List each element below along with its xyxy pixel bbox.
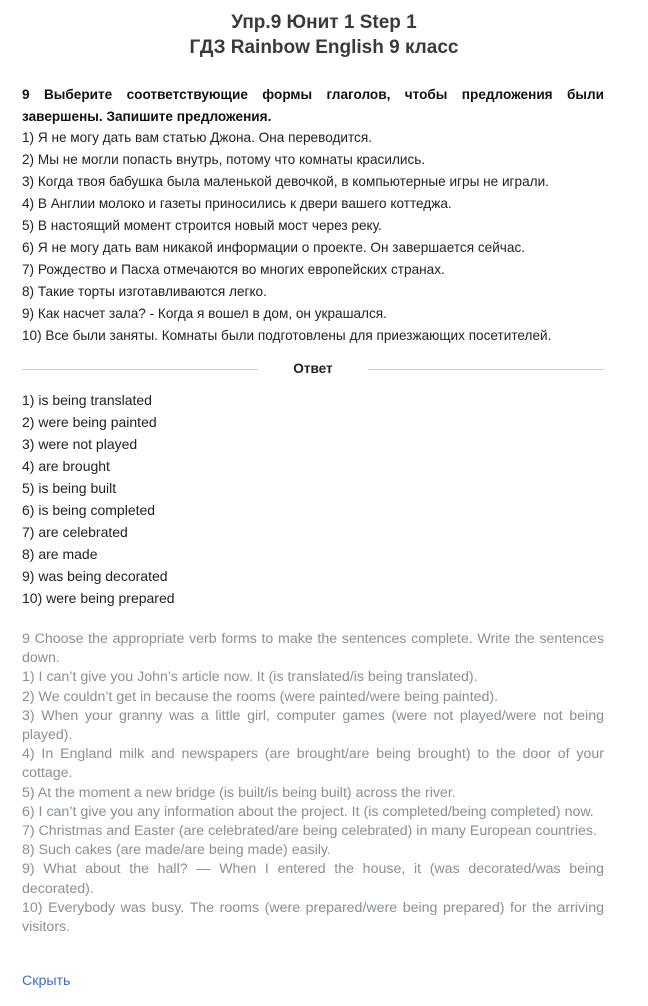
answer-item: 8) are made bbox=[22, 546, 98, 562]
original-paragraph: 9 Choose the appropriate verb forms to make the sentences complete. Write the sentences down. bbox=[22, 631, 604, 667]
answer-item: 10) were being prepared bbox=[22, 590, 175, 606]
original-task-block bbox=[22, 630, 604, 937]
original-paragraph: 4) In England milk and newspapers (are brought/are being brought) to the door of your cottage. bbox=[22, 746, 604, 782]
original-paragraph: 10) Everybody was busy. The rooms (were prepared/were being prepared) for the arriving visitors. bbox=[22, 899, 604, 936]
task-heading: 9 Выберите соответствующие формы глаголов, чтобы предложения были завершены. Запишите предложения. bbox=[22, 87, 604, 124]
answer-item: 4) are brought bbox=[22, 458, 110, 474]
list-item: 2) Мы не могли попасть внутрь, потому что комнаты красились. bbox=[22, 152, 426, 167]
original-paragraph: 2) We couldn’t get in because the rooms (were painted/were being painted). bbox=[22, 688, 499, 705]
list-item: 9) Как насчет зала? - Когда я вошел в дом, он украшался. bbox=[22, 306, 387, 321]
answer-list bbox=[22, 389, 422, 609]
original-paragraph: 5) At the moment a new bridge (is built/is being built) across the river. bbox=[22, 784, 456, 801]
list-item: 1) Я не могу дать вам статью Джона. Она переводится. bbox=[22, 130, 372, 145]
list-item: 8) Такие торты изготавливаются легко. bbox=[22, 284, 267, 299]
answer-item: 3) were not played bbox=[22, 436, 138, 452]
original-paragraph: 3) When your granny was a little girl, computer games (were not played/were not being played). bbox=[22, 707, 604, 744]
hide-link[interactable]: Скрыть bbox=[22, 973, 71, 989]
original-paragraph: 8) Such cakes (are made/are being made) easily. bbox=[22, 842, 331, 859]
answer-item: 9) was being decorated bbox=[22, 568, 168, 584]
list-item: 6) Я не могу дать вам никакой информации о проекте. Он завершается сейчас. bbox=[22, 240, 526, 255]
list-item: 3) Когда твоя бабушка была маленькой девочкой, в компьютерные игры не играли. bbox=[22, 174, 549, 189]
answer-item: 2) were being painted bbox=[22, 414, 157, 430]
divider-line-left bbox=[22, 369, 258, 370]
original-paragraph: 1) I can’t give you John’s article now. It (is translated/is being translated). bbox=[22, 669, 478, 686]
list-item: 5) В настоящий момент строится новый мост через реку. bbox=[22, 218, 382, 233]
page-title: Упр.9 Юнит 1 Step 1 bbox=[231, 12, 417, 33]
original-paragraph: 6) I can’t give you any information about the project. It (is completed/being completed) now. bbox=[22, 803, 594, 820]
list-item: 7) Рождество и Пасха отмечаются во многих европейских странах. bbox=[22, 262, 445, 277]
answer-item: 6) is being completed bbox=[22, 502, 156, 518]
russian-sentences-list bbox=[22, 127, 622, 347]
divider-line-right bbox=[368, 369, 604, 370]
list-item: 4) В Англии молоко и газеты приносились к двери вашего коттеджа. bbox=[22, 196, 452, 211]
original-paragraph: 9) What about the hall? — When I entered the house, it (was decorated/was being decorated). bbox=[22, 861, 604, 897]
answer-divider bbox=[22, 358, 604, 380]
answer-item: 5) is being built bbox=[22, 480, 117, 496]
answer-heading: Ответ bbox=[293, 361, 333, 376]
original-paragraph: 7) Christmas and Easter (are celebrated/are being celebrated) in many European countries. bbox=[22, 823, 597, 840]
list-item: 10) Все были заняты. Комнаты были подготовлены для приезжающих посетителей. bbox=[22, 328, 552, 343]
page-subtitle: ГДЗ Rainbow English 9 класс bbox=[189, 37, 459, 58]
answer-item: 1) is being translated bbox=[22, 392, 152, 408]
answer-item: 7) are celebrated bbox=[22, 524, 128, 540]
